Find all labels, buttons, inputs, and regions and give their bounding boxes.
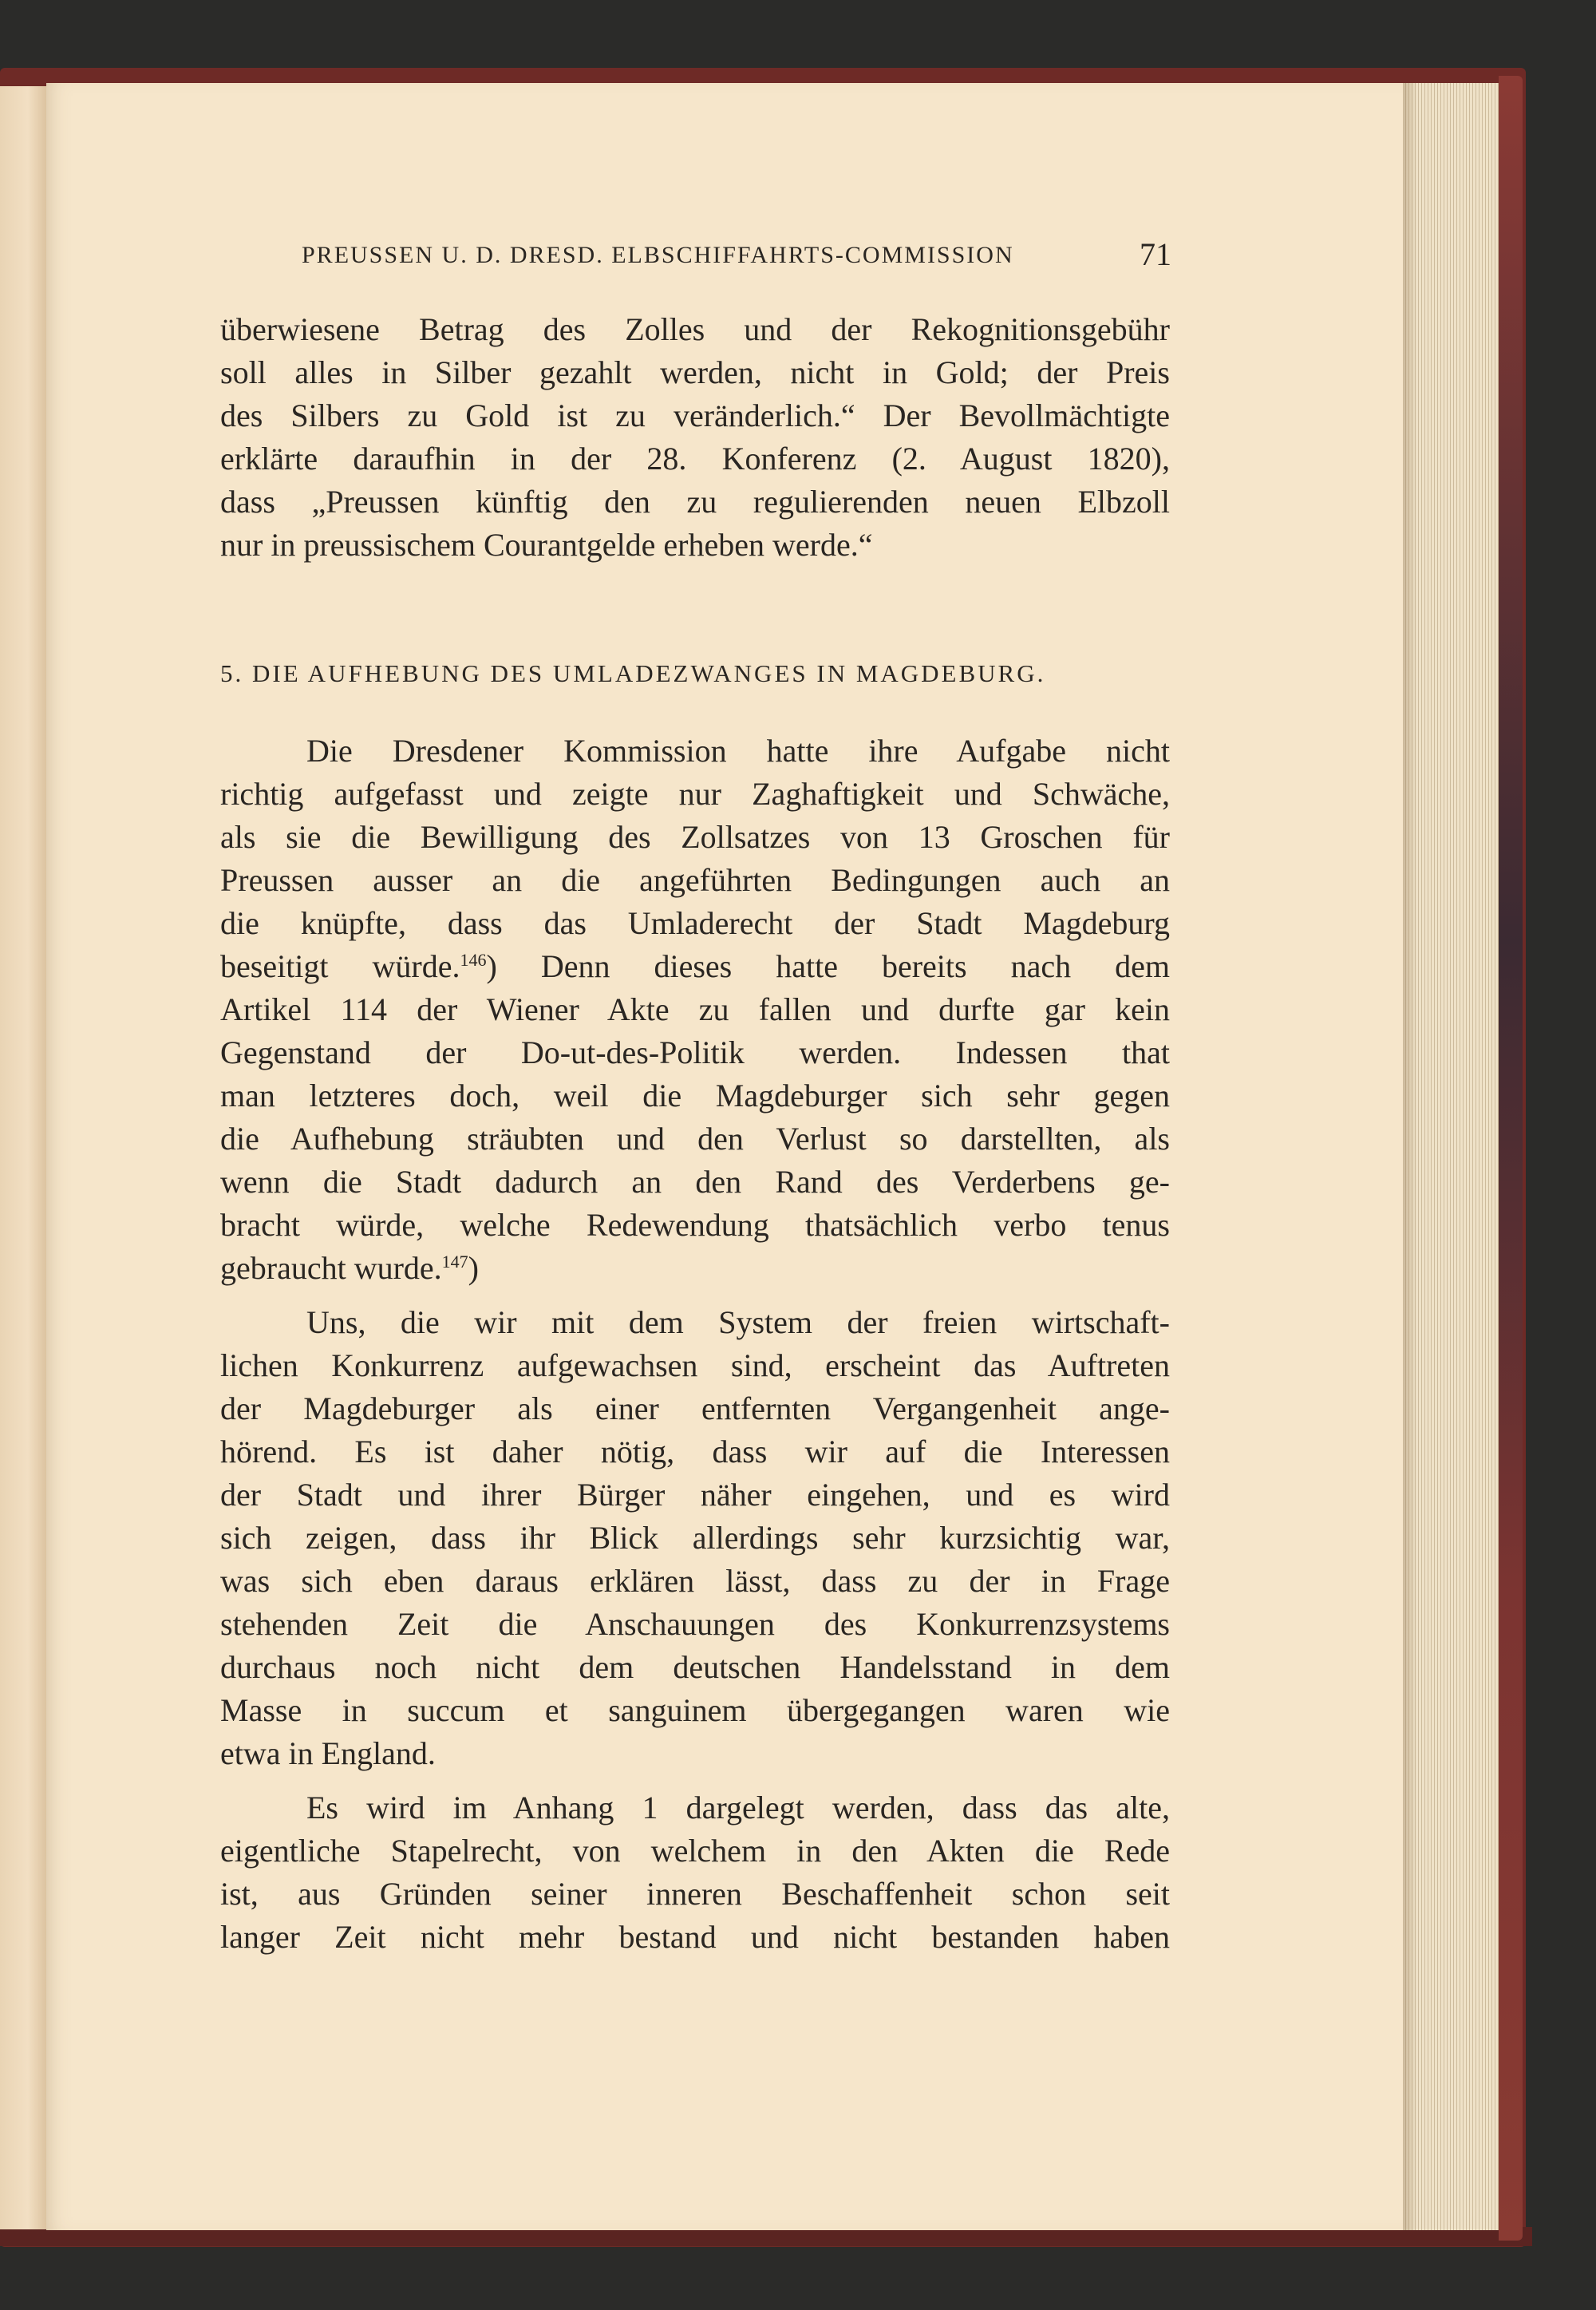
text-line: man letzteres doch, weil die Magdeburger sich sehr gegen <box>220 1078 1170 1113</box>
text-line: Uns, die wir mit dem System der freien wirtschaft- <box>306 1304 1170 1340</box>
text-line: Artikel 114 der Wiener Akte zu fallen und durfte gar kein <box>220 991 1170 1027</box>
text-line: des Silbers zu Gold ist zu veränderlich.“ Der Bevollmächtigte <box>220 398 1170 433</box>
text-line: soll alles in Silber gezahlt werden, nicht in Gold; der Preis <box>220 354 1170 390</box>
running-header <box>302 235 1171 275</box>
footnote-marker: 146 <box>460 950 487 970</box>
cover-right-edge <box>1499 76 1523 2241</box>
text-line: die Aufhebung sträubten und den Verlust so darstellten, als <box>220 1121 1170 1157</box>
text-segment: beseitigt würde. <box>220 948 460 984</box>
text-line: bracht würde, welche Redewendung thatsächlich verbo tenus <box>220 1207 1170 1243</box>
text-line: langer Zeit nicht mehr bestand und nicht bestanden haben <box>220 1919 1170 1955</box>
text-segment: gebraucht wurde. <box>220 1250 442 1286</box>
running-title: PREUSSEN U. D. DRESD. ELBSCHIFFAHRTS-COMMISSION <box>302 242 1014 268</box>
text-line: lichen Konkurrenz aufgewachsen sind, erscheint das Auftreten <box>220 1347 1170 1383</box>
text-line: nur in preussischem Courantgelde erheben werde.“ <box>220 527 873 563</box>
page-block-edge <box>1403 83 1499 2230</box>
text-line: Gegenstand der Do-ut-des-Politik werden. Indessen that <box>220 1034 1170 1070</box>
text-line: Masse in succum et sanguinem übergegangen waren wie <box>220 1692 1170 1728</box>
text-segment: ) <box>468 1250 479 1286</box>
text-line: als sie die Bewilligung des Zollsatzes von 13 Groschen für <box>220 819 1170 855</box>
text-line <box>220 1247 1170 1290</box>
text-line: erklärte daraufhin in der 28. Konferenz (2. August 1820), <box>220 441 1170 477</box>
text-line: der Stadt und ihrer Bürger näher eingehen, und es wird <box>220 1477 1170 1513</box>
text-line: stehenden Zeit die Anschauungen des Konkurrenzsystems <box>220 1606 1170 1642</box>
text-segment: ) Denn dieses hatte bereits nach dem <box>486 948 1170 984</box>
text-line: ist, aus Gründen seiner inneren Beschaffenheit schon seit <box>220 1876 1170 1912</box>
text-line: die knüpfte, dass das Umladerecht der Stadt Magdeburg <box>220 905 1170 941</box>
text-line: überwiesene Betrag des Zolles und der Rekognitionsgebühr <box>220 311 1170 347</box>
text-line: richtig aufgefasst und zeigte nur Zaghaftigkeit und Schwäche, <box>220 776 1170 812</box>
text-line: Die Dresdener Kommission hatte ihre Aufgabe nicht <box>306 733 1170 769</box>
text-line: eigentliche Stapelrecht, von welchem in den Akten die Rede <box>220 1833 1170 1869</box>
section-heading: 5. DIE AUFHEBUNG DES UMLADEZWANGES IN MAGDEBURG. <box>220 659 1046 687</box>
text-line: wenn die Stadt dadurch an den Rand des Verderbens ge- <box>220 1164 1170 1200</box>
text-line: dass „Preussen künftig den zu regulierenden neuen Elbzoll <box>220 484 1170 520</box>
text-line: was sich eben daraus erklären lässt, dass zu der in Frage <box>220 1563 1170 1599</box>
left-page-edge <box>0 86 46 2229</box>
text-line <box>220 945 1170 988</box>
text-line: etwa in England. <box>220 1735 436 1771</box>
text-line: Es wird im Anhang 1 dargelegt werden, dass das alte, <box>306 1790 1170 1825</box>
text-line: der Magdeburger als einer entfernten Vergangenheit ange- <box>220 1390 1170 1426</box>
text-line: durchaus noch nicht dem deutschen Handelsstand in dem <box>220 1649 1170 1685</box>
page-number: 71 <box>1140 236 1171 272</box>
text-line: sich zeigen, dass ihr Blick allerdings sehr kurzsichtig war, <box>220 1520 1170 1556</box>
text-line: Preussen ausser an die angeführten Bedingungen auch an <box>220 862 1170 898</box>
footnote-marker: 147 <box>441 1252 468 1272</box>
text-line: hörend. Es ist daher nötig, dass wir auf die Interessen <box>220 1434 1170 1469</box>
page-gutter-shadow <box>1403 83 1417 2230</box>
